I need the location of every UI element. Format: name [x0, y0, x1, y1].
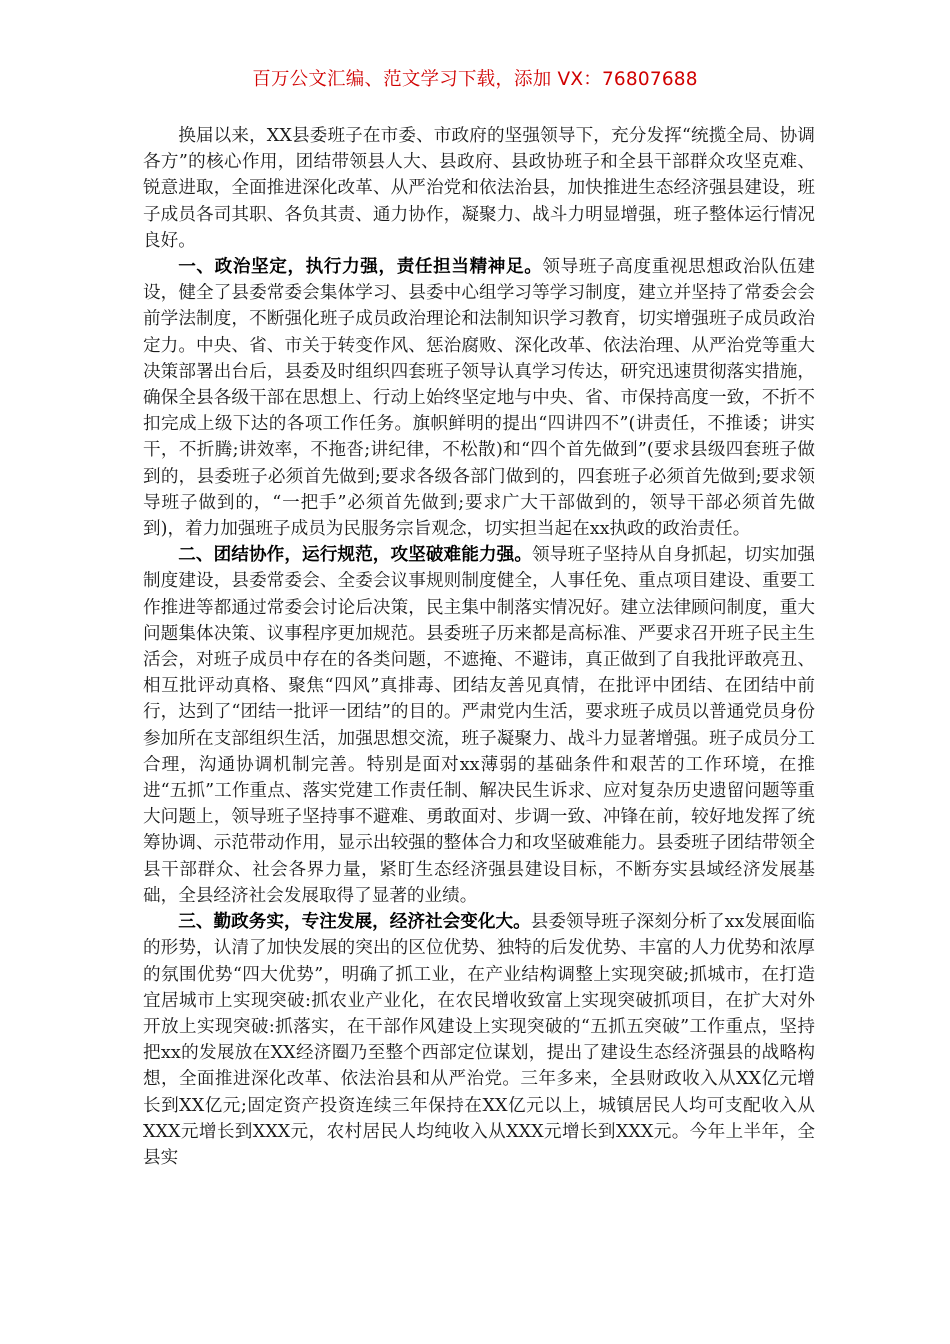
header-banner: 百万公文汇编、范文学习下载，添加 VX：76807688 — [252, 69, 698, 90]
paragraph-section-2 — [143, 542, 815, 909]
paragraph-text: 领导班子高度重视思想政治队伍建设，健全了县委常委会集体学习、县委中心组学习等学习制度，建立并坚持了常委会会前学法制度，不断强化班子成员政治理论和法制知识学习教育，切实增强班子成员政治定力。中央、省、市关于转变作风、惩治腐败、深化改革、依法治理、从严治党等重大决策部署出台后，县委及时组织四套班子领导认真学习传达，研究迅速贯彻落实措施，确保全县各级干部在思想上、行动上始终坚定地与中央、省、市保持高度一致，不折不扣完成上级下达的各项工作任务。旗帜鲜明的提出“四讲四不”(讲责任，不推诿；讲实干，不折腾;讲效率，不拖沓;讲纪律，不松散)和“四个首先做到”(要求县级四套班子做到的，县委班子必须首先做到;要求各级各部门做到的，四套班子必须首先做到;要求领导班子做到的，“一把手”必须首先做到;要求广大干部做到的，领导干部必须首先做到)，着力加强班子成员为民服务宗旨观念，切实担当起在xx执政的政治责任。 — [143, 257, 815, 540]
paragraph-text: 县委领导班子深刻分析了xx发展面临的形势，认清了加快发展的突出的区位优势、独特的后发优势、丰富的人力优势和浓厚的氛围优势“四大优势”，明确了抓工业，在产业结构调整上实现突破;抓城市，在打造宜居城市上实现突破:抓农业产业化，在农民增收致富上实现突破抓项目，在扩大对外开放上实现突破:抓落实，在干部作风建设上实现突破的“五抓五突破”工作重点，坚持把xx的发展放在XX经济圈乃至整个西部定位谋划，提出了建设生态经济强县的战略构想，全面推进深化改革、依法治县和从严治党。三年多来，全县财政收入从XX亿元增长到XX亿元;固定资产投资连续三年保持在XX亿元以上，城镇居民人均可支配收入从XXX元增长到XXX元，农村居民人均纯收入从XXX元增长到XXX元。今年上半年，全县实 — [143, 912, 815, 1168]
paragraph-text: 换届以来，XX县委班子在市委、市政府的坚强领导下，充分发挥“统揽全局、协调各方”的核心作用，团结带领县人大、县政府、县政协班子和全县干部群众攻坚克难、锐意进取，全面推进深化改革、从严治党和依法治县，加快推进生态经济强县建设，班子成员各司其职、各负其责、通力协作，凝聚力、战斗力明显增强，班子整体运行情况良好。 — [143, 126, 815, 251]
paragraph-section-1 — [143, 254, 815, 542]
paragraph-text: 领导班子坚持从自身抓起，切实加强制度建设，县委常委会、全委会议事规则制度健全，人事任免、重点项目建设、重要工作推进等都通过常委会讨论后决策，民主集中制落实情况好。建立法律顾问制度，重大问题集体决策、议事程序更加规范。县委班子历来都是高标准、严要求召开班子民主生活会，对班子成员中存在的各类问题，不遮掩、不避讳，真正做到了自我批评敢亮丑、相互批评动真格、聚焦“四风”真排毒、团结友善见真情，在批评中团结、在团结中前行，达到了“团结一批评一团结”的目的。严肃党内生活，要求班子成员以普通党员身份参加所在支部组织生活，加强思想交流，班子凝聚力、战斗力显著增强。班子成员分工合理，沟通协调机制完善。特别是面对xx薄弱的基础条件和艰苦的工作环境，在推进“五抓”工作重点、落实党建工作责任制、解决民生诉求、应对复杂历史遗留问题等重大问题上，领导班子坚持事不避难、勇敢面对、步调一致、冲锋在前，较好地发挥了统筹协调、示范带动作用，显示出较强的整体合力和攻坚破难能力。县委班子团结带领全县干部群众、社会各界力量，紧盯生态经济强县建设目标，不断夯实县域经济发展基础，全县经济社会发展取得了显著的业绩。 — [143, 545, 815, 906]
section-heading: 一、政治坚定，执行力强，责任担当精神足。 — [178, 257, 543, 278]
section-heading: 二、团结协作，运行规范，攻坚破难能力强。 — [178, 545, 533, 566]
paragraph-section-3 — [143, 909, 815, 1171]
section-heading: 三、勤政务实，专注发展，经济社会变化大。 — [178, 912, 531, 933]
document-body — [143, 123, 815, 1171]
paragraph-intro — [143, 123, 815, 254]
